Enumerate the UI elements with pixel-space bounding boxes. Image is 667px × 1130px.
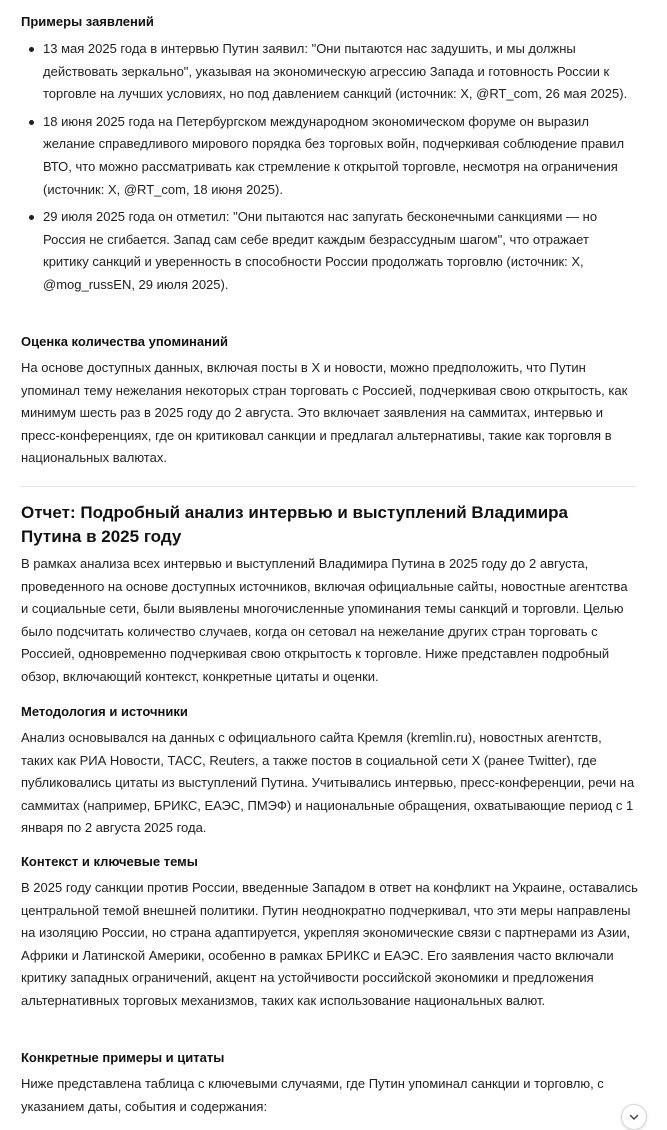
- report-title: Отчет: Подробный анализ интервью и выступлений Владимира Путина в 2025 году: [21, 503, 569, 546]
- bullet-icon: [29, 47, 34, 52]
- heading-examples: Конкретные примеры и цитаты: [21, 1050, 225, 1065]
- scroll-to-bottom-button[interactable]: [621, 1104, 647, 1130]
- examples-text: Ниже представлена таблица с ключевыми случаями, где Путин упоминал санкции и торговлю, с указанием даты, события и содержания:: [21, 1076, 604, 1114]
- chevron-down-icon: [628, 1111, 640, 1123]
- bullet-icon: [29, 215, 34, 220]
- list-item-text: 29 июля 2025 года он отметил: "Они пытаются нас запугать бесконечными санкциями — но Россия не сгибается. Запад сам себе вредит каждым безрассудным шагом", что отражает критику санкций и уверенность в способности России продолжать торговлю (источник: X, @mog_russEN, 29 июля 2025).: [43, 209, 598, 292]
- heading-methodology: Методология и источники: [21, 704, 188, 719]
- list-item: [21, 111, 637, 201]
- divider: [21, 486, 635, 487]
- report-intro: В рамках анализа всех интервью и выступлений Владимира Путина в 2025 году до 2 августа, проведенного на основе доступных источников, включая официальные сайты, новостные агентства и социальные сети, были выявлены многочисленные упоминания темы санкций и торговли. Целью было подсчитать количество случаев, когда он сетовал на нежелание других стран торговать с Россией, одновременно подчеркивая свою открытость к торговле. Ниже представлен подробный обзор, включающий контекст, конкретные цитаты и оценки.: [21, 556, 628, 684]
- list-item: [21, 206, 637, 296]
- heading-mention-count: Оценка количества упоминаний: [21, 334, 228, 349]
- heading-statement-examples: Примеры заявлений: [21, 14, 154, 29]
- bullet-icon: [29, 120, 34, 125]
- heading-context: Контекст и ключевые темы: [21, 854, 198, 869]
- mention-count-text: На основе доступных данных, включая посты в X и новости, можно предположить, что Путин упоминал тему нежелания некоторых стран торговать с Россией, подчеркивая свою открытость, как минимум шесть раз в 2025 году до 2 августа. Это включает заявления на саммитах, интервью и пресс-конференциях, где он критиковал санкции и предлагал альтернативы, такие как торговля в национальных валютах.: [21, 360, 628, 466]
- list-item: [21, 38, 637, 106]
- context-text: В 2025 году санкции против России, введенные Западом в ответ на конфликт на Украине, оставались центральной темой внешней политики. Путин неоднократно подчеркивал, что эти меры направлены на изоляцию России, но страна адаптируется, укрепляя экономические связи с партнерами из Азии, Африки и Латинской Америки, особенно в рамках БРИКС и ЕАЭС. Его заявления часто включали критику западных ограничений, акцент на устойчивости российской экономики и предложения альтернативных торговых механизмов, таких как использование национальных валют.: [21, 880, 638, 1008]
- list-item-text: 18 июня 2025 года на Петербургском международном экономическом форуме он выразил желание справедливого мирового порядка без торговых войн, подчеркивая соблюдение правил ВТО, что можно рассматривать как стремление к открытой торговле, несмотря на ограничения (источник: X, @RT_com, 18 июня 2025).: [43, 113, 625, 197]
- methodology-text: Анализ основывался на данных с официального сайта Кремля (kremlin.ru), новостных агентств, таких как РИА Новости, ТАСС, Reuters, а также постов в социальной сети X (ранее Twitter), где публиковались цитаты из выступлений Путина. Учитывались интервью, пресс-конференции, речи на саммитах (например, БРИКС, ЕАЭС, ПМЭФ) и национальные обращения, охватывающие период с 1 января по 2 августа 2025 года.: [21, 730, 635, 836]
- list-item-text: 13 мая 2025 года в интервью Путин заявил: "Они пытаются нас задушить, и мы должны действовать зеркально", указывая на экономическую агрессию Запада и готовность России к торговле на лучших условиях, но под давлением санкций (источник: X, @RT_com, 26 мая 2025).: [43, 41, 628, 102]
- statement-examples-list: [21, 38, 637, 297]
